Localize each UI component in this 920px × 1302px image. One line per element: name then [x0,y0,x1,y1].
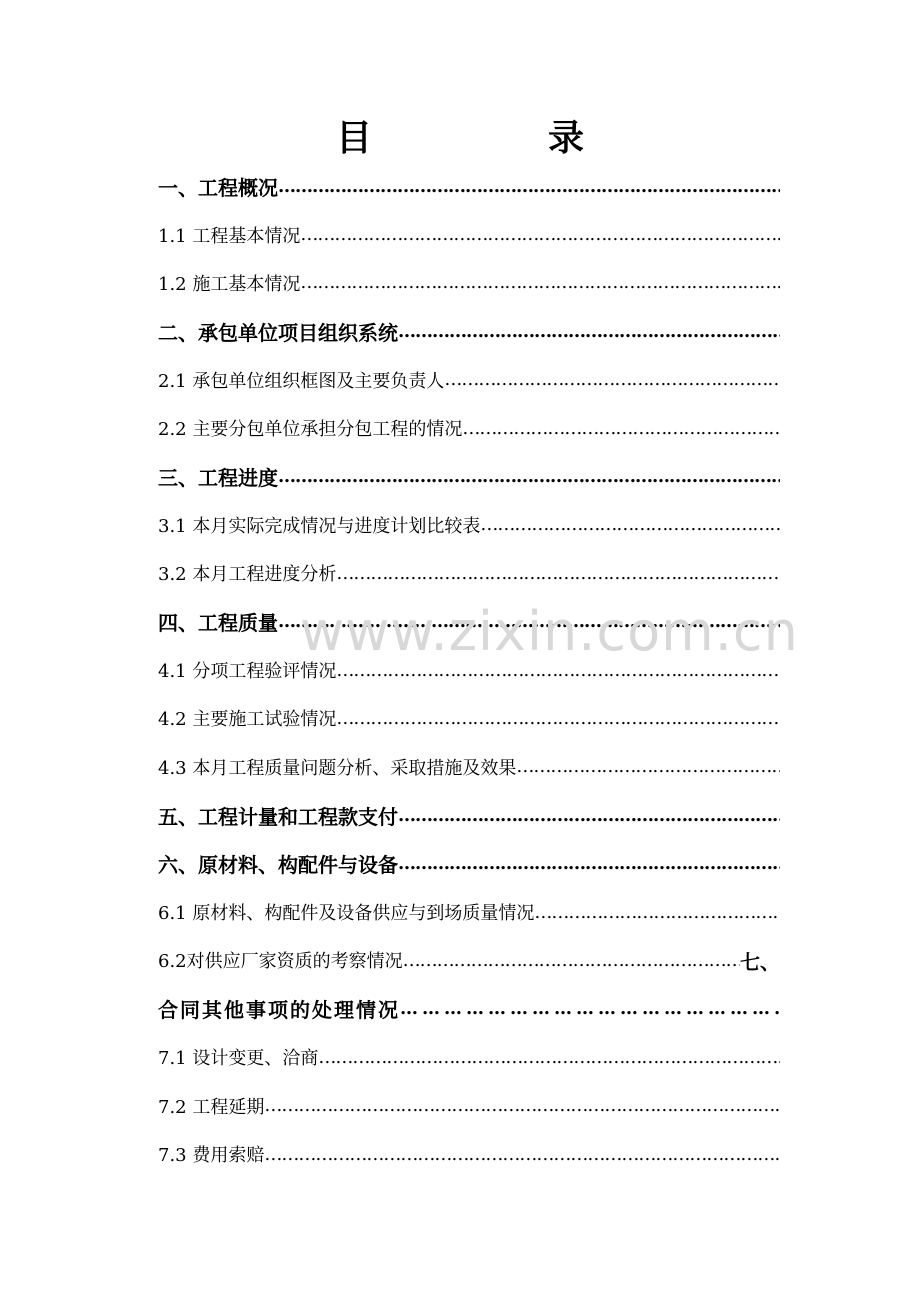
toc-entry-2-2[interactable] [158,404,780,452]
toc-entry-6-2[interactable] [158,936,780,984]
toc-entry-4-2[interactable] [158,694,780,742]
toc-entry-section-5[interactable] [158,791,780,839]
toc-leader-dots [444,369,780,390]
toc-leader-dots [398,853,780,874]
watermark: www.zixin.com.cn [300,600,799,663]
table-of-contents [158,162,780,1178]
toc-entry-4-3[interactable] [158,743,780,791]
toc-entry-label: 4.2 主要施工试验情况 [158,709,337,731]
toc-entry-7-3[interactable] [158,1130,780,1178]
toc-entry-label: 7.3 费用索赔 [158,1145,265,1166]
toc-entry-4-1[interactable] [158,646,780,694]
toc-entry-section-1[interactable] [158,162,780,210]
toc-leader-dots [403,950,740,971]
toc-entry-tail: 七、 [740,949,780,974]
toc-leader-dots [300,224,780,245]
toc-entry-label: 五、工程计量和工程款支付 [158,804,398,829]
toc-entry-label: 四、工程质量 [158,611,278,636]
toc-leader-dots [278,176,780,197]
toc-entry-label: 7.2 工程延期 [158,1096,265,1118]
toc-leader-dots [400,998,780,1019]
toc-entry-label: 7.1 设计变更、洽商 [158,1048,319,1070]
toc-entry-7-2[interactable] [158,1081,780,1129]
toc-entry-label: 3.1 本月实际完成情况与进度计划比较表 [158,515,481,537]
toc-entry-label: 6.2对供应厂家资质的考察情况 [158,951,403,973]
toc-entry-1-1[interactable] [158,210,780,258]
toc-leader-dots [336,660,780,681]
toc-entry-2-1[interactable] [158,356,780,404]
toc-entry-label: 1.1 工程基本情况 [158,225,301,247]
toc-entry-label: 一、工程概况 [158,175,278,200]
toc-entry-label: 2.1 承包单位组织框图及主要负责人 [158,370,445,392]
toc-entry-3-1[interactable] [158,501,780,549]
toc-leader-dots [318,1047,780,1068]
toc-entry-label: 2.2 主要分包单位承担分包工程的情况 [158,419,463,441]
toc-entry-label: 三、工程进度 [158,466,278,491]
toc-entry-section-7[interactable] [158,985,780,1033]
toc-leader-dots [278,466,780,487]
toc-leader-dots [398,321,780,342]
toc-entry-label: 6.1 原材料、构配件及设备供应与到场质量情况 [158,903,535,925]
toc-entry-6-1[interactable] [158,888,780,936]
toc-leader-dots [336,563,780,584]
toc-entry-label: 二、承包单位项目组织系统 [158,320,398,345]
toc-entry-label: 1.2 施工基本情况 [158,273,301,295]
toc-leader-dots [300,272,780,293]
toc-leader-dots [336,708,780,729]
toc-leader-dots [480,514,780,535]
toc-entry-section-4[interactable] [158,598,780,646]
toc-leader-dots [462,418,780,439]
toc-leader-dots [516,756,780,777]
toc-entry-1-2[interactable] [158,259,780,307]
toc-leader-dots [278,611,780,632]
toc-entry-label: 合同其他事项的处理情况 [158,998,400,1023]
toc-entry-7-1[interactable] [158,1033,780,1081]
toc-leader-dots [534,902,780,923]
toc-entry-label: 3.2 本月工程进度分析 [158,564,337,586]
toc-entry-section-2[interactable] [158,307,780,355]
toc-leader-dots [264,1144,780,1165]
toc-entry-label: 六、原材料、构配件与设备 [158,853,398,878]
page-title: 目 录 [335,117,654,159]
toc-entry-3-2[interactable] [158,549,780,597]
toc-entry-label: 4.1 分项工程验评情况 [158,661,337,683]
toc-entry-section-3[interactable] [158,452,780,500]
toc-leader-dots [264,1095,780,1116]
toc-leader-dots [398,805,780,826]
toc-entry-label: 4.3 本月工程质量问题分析、采取措施及效果 [158,757,517,779]
toc-entry-section-6[interactable] [158,839,780,887]
